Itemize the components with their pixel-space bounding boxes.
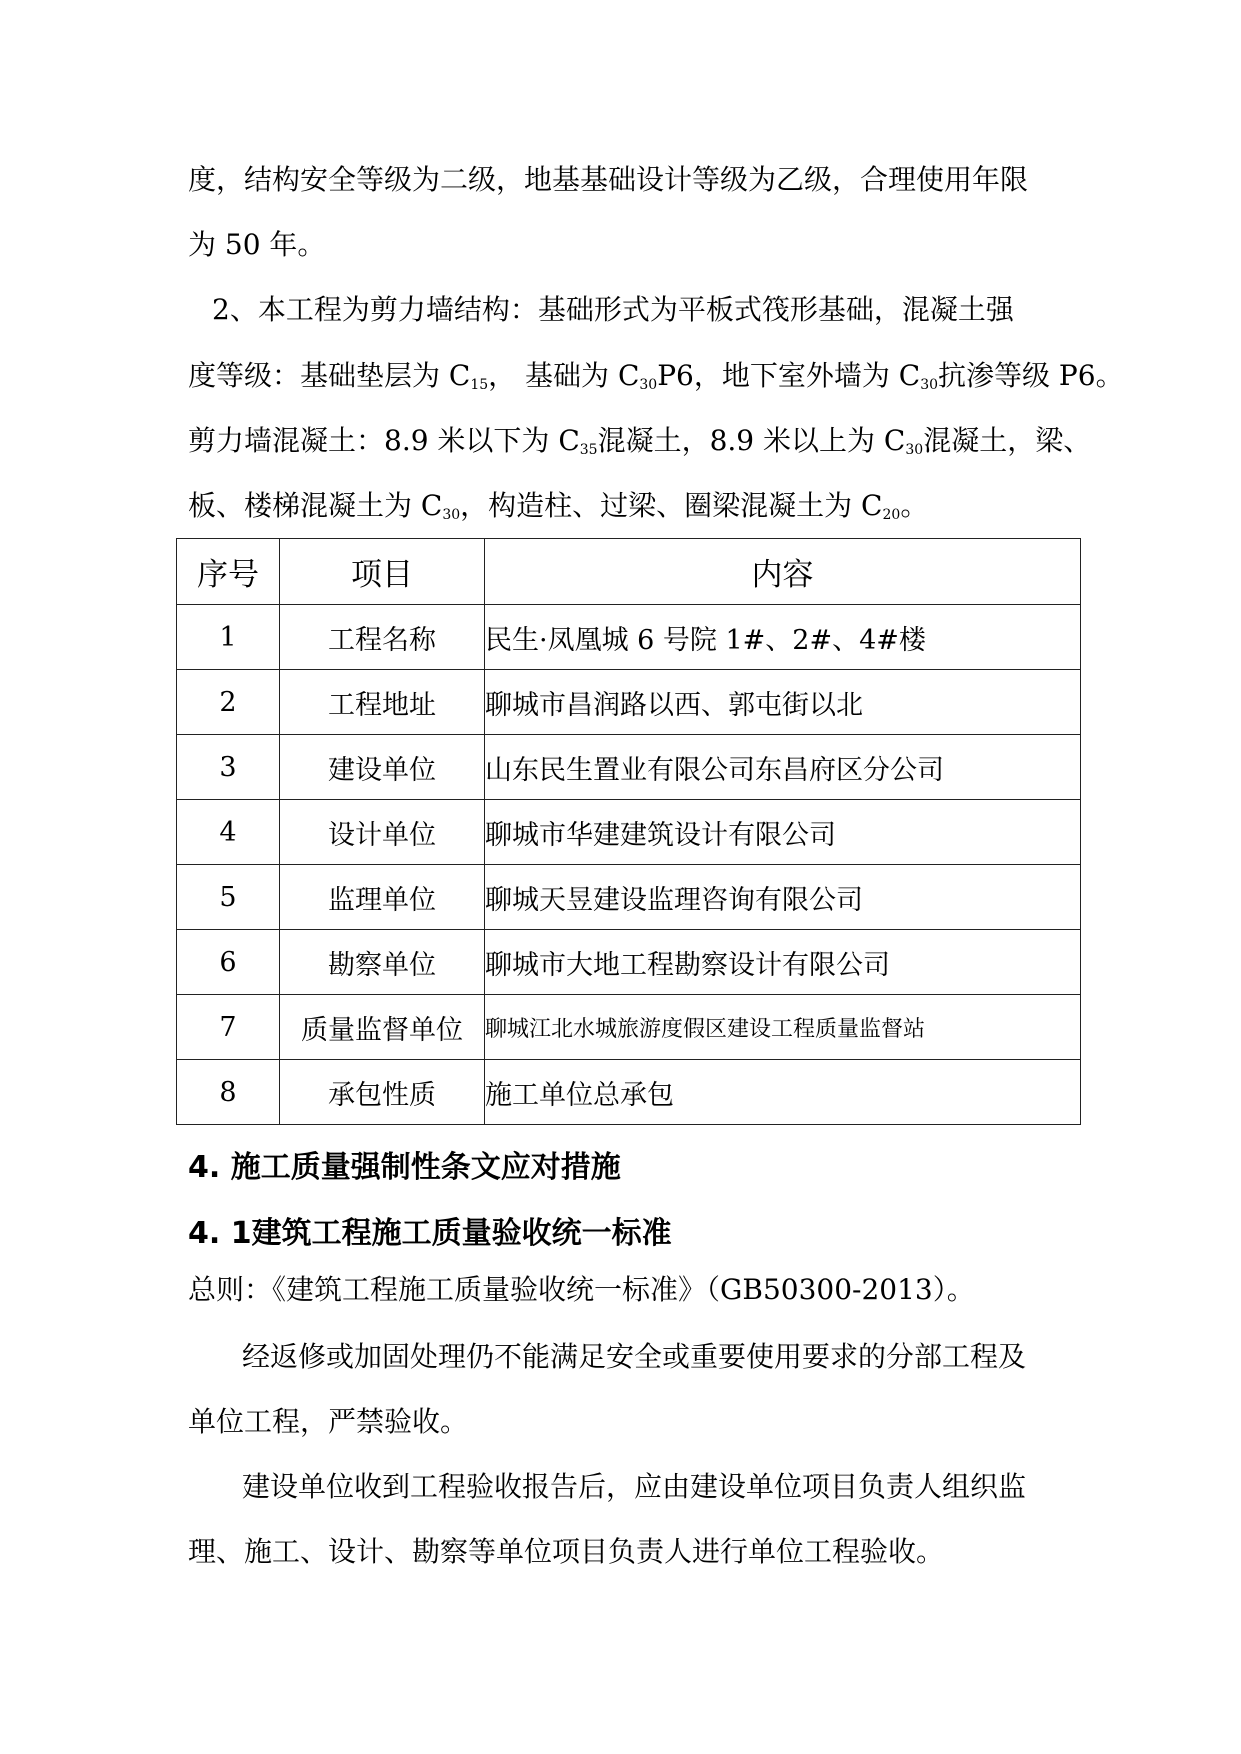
- text-span: 度等级：基础垫层为 C: [188, 359, 471, 392]
- intro-line-4: [188, 358, 1124, 394]
- paragraph-line: 经返修或加固处理仍不能满足安全或重要使用要求的分部工程及: [242, 1340, 1027, 1373]
- row-item: 建设单位: [280, 735, 485, 800]
- text-span: 。: [900, 489, 929, 522]
- row-item: 勘察单位: [280, 930, 485, 995]
- table-header-row: [177, 539, 1081, 605]
- row-index: 8: [177, 1060, 280, 1125]
- row-index: 3: [177, 735, 280, 800]
- table-row: [177, 735, 1081, 800]
- row-index: 2: [177, 670, 280, 735]
- intro-line-5: [188, 423, 1091, 459]
- row-content: 山东民生置业有限公司东昌府区分公司: [485, 735, 1081, 800]
- row-content: 聊城市大地工程勘察设计有限公司: [485, 930, 1081, 995]
- subscript: 30: [442, 507, 461, 523]
- text-span: 混凝土，梁、: [923, 424, 1092, 457]
- general-rule-line: 总则：《建筑工程施工质量验收统一标准》（GB50300-2013）。: [188, 1273, 975, 1306]
- table-row: [177, 605, 1081, 670]
- text-span: 抗渗等级 P6。: [938, 359, 1124, 392]
- row-item: 质量监督单位: [280, 995, 485, 1060]
- row-item: 工程地址: [280, 670, 485, 735]
- row-content: 聊城天昱建设监理咨询有限公司: [485, 865, 1081, 930]
- intro-line-1: 度，结构安全等级为二级，地基基础设计等级为乙级，合理使用年限: [188, 163, 1029, 196]
- intro-line-6: [188, 488, 928, 524]
- table-row: [177, 995, 1081, 1060]
- text-span: 剪力墙混凝土：8.9 米以下为 C: [188, 424, 580, 457]
- table-row: [177, 670, 1081, 735]
- row-index: 4: [177, 800, 280, 865]
- row-index: 6: [177, 930, 280, 995]
- text-span: 混凝土，8.9 米以上为 C: [597, 424, 906, 457]
- row-index: 7: [177, 995, 280, 1060]
- row-index: 1: [177, 605, 280, 670]
- subscript: 30: [920, 377, 939, 393]
- table-row: [177, 800, 1081, 865]
- subscript: 35: [579, 442, 598, 458]
- intro-line-2: 为 50 年。: [188, 228, 326, 261]
- header-item: 项目: [280, 539, 485, 605]
- header-index: 序号: [177, 539, 280, 605]
- row-item: 工程名称: [280, 605, 485, 670]
- row-content: 民生·凤凰城 6 号院 1#、2#、4#楼: [485, 605, 1081, 670]
- text-span: P6，地下室外墙为 C: [657, 359, 921, 392]
- subsection-heading: 4. 1建筑工程施工质量验收统一标准: [188, 1216, 672, 1251]
- header-content: 内容: [485, 539, 1081, 605]
- row-content: 施工单位总承包: [485, 1060, 1081, 1125]
- row-item: 监理单位: [280, 865, 485, 930]
- row-index: 5: [177, 865, 280, 930]
- table-row: [177, 1060, 1081, 1125]
- table-row: [177, 930, 1081, 995]
- paragraph-line: 单位工程，严禁验收。: [188, 1405, 469, 1438]
- subscript: 20: [882, 507, 901, 523]
- text-span: 板、楼梯混凝土为 C: [188, 489, 443, 522]
- row-content: 聊城江北水城旅游度假区建设工程质量监督站: [485, 995, 1081, 1060]
- paragraph-line: 建设单位收到工程验收报告后，应由建设单位项目负责人组织监: [242, 1470, 1027, 1503]
- table-row: [177, 865, 1081, 930]
- row-item: 设计单位: [280, 800, 485, 865]
- row-content: 聊城市华建建筑设计有限公司: [485, 800, 1081, 865]
- subscript: 30: [905, 442, 924, 458]
- paragraph-line: 理、施工、设计、勘察等单位项目负责人进行单位工程验收。: [188, 1535, 945, 1568]
- text-span: ，构造柱、过梁、圈梁混凝土为 C: [460, 489, 883, 522]
- subscript: 15: [470, 377, 489, 393]
- section-heading: 4. 施工质量强制性条文应对措施: [188, 1150, 621, 1185]
- intro-line-3: 2、本工程为剪力墙结构：基础形式为平板式筏形基础，混凝土强: [212, 293, 1014, 326]
- row-item: 承包性质: [280, 1060, 485, 1125]
- row-content: 聊城市昌润路以西、郭屯街以北: [485, 670, 1081, 735]
- project-info-table: [176, 538, 1081, 1125]
- subscript: 30: [639, 377, 658, 393]
- text-span: ， 基础为 C: [488, 359, 640, 392]
